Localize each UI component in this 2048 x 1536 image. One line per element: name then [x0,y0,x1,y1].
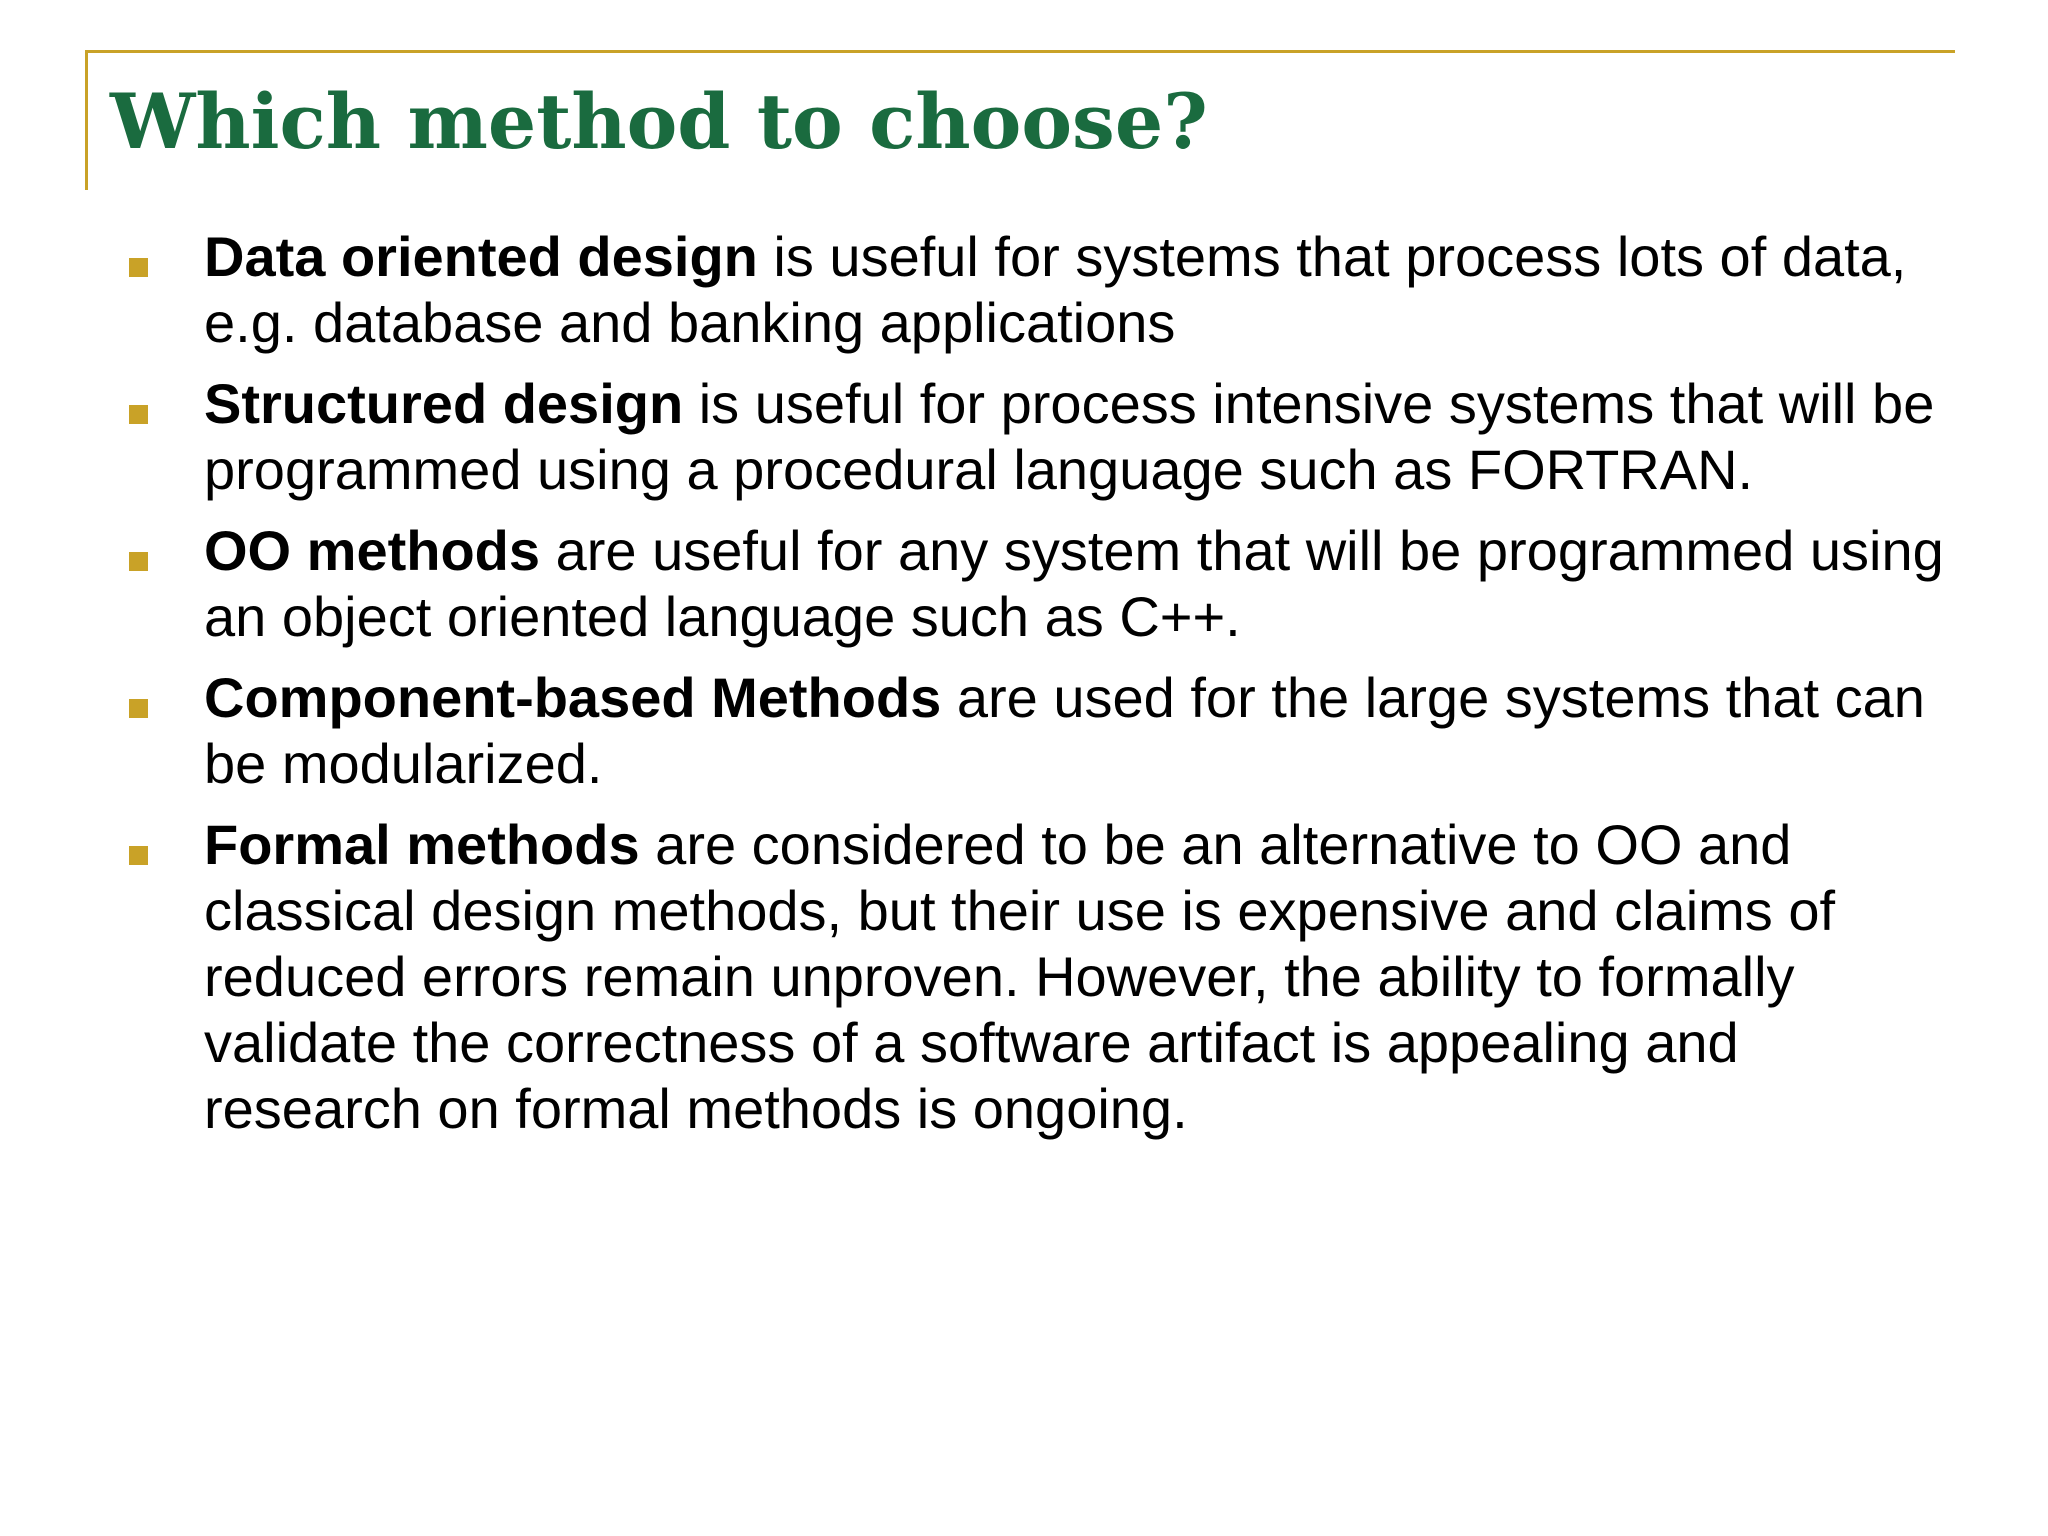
bullet-term: Data oriented design [204,225,758,288]
title-frame-top-line [85,50,1955,53]
bullet-item-formal-methods [120,812,1960,1142]
title-frame-left-line [85,50,88,190]
square-bullet-icon [129,405,148,424]
bullet-term: Formal methods [204,813,640,876]
bullet-term: Component-based Methods [204,666,942,729]
slide-title: Which method to choose? [110,77,1208,166]
bullet-item-oo-methods [120,518,1960,650]
bullet-term: OO methods [204,519,541,582]
bullet-item-structured-design [120,371,1960,503]
bullet-item-data-oriented-design [120,224,1960,356]
bullet-text: are useful for any system that will be programmed using an object oriented language such as C++. [204,519,1944,648]
square-bullet-icon [129,552,148,571]
bullet-text: is useful for process intensive systems that will be programmed using a procedural language such as FORTRAN. [204,372,1935,501]
bullet-term: Structured design [204,372,684,435]
square-bullet-icon [129,846,148,865]
bullet-item-component-based-methods [120,665,1960,797]
square-bullet-icon [129,258,148,277]
bullet-list [120,224,1960,1157]
bullet-text: are considered to be an alternative to OO and classical design methods, but their use is expensive and claims of reduced errors remain unproven. However, the ability to formally validate the correctness of a software artifact is appealing and research on formal methods is ongoing. [204,813,1836,1140]
bullet-text: is useful for systems that process lots of data, e.g. database and banking applications [204,225,1907,354]
bullet-text: are used for the large systems that can be modularized. [204,666,1925,795]
square-bullet-icon [129,699,148,718]
